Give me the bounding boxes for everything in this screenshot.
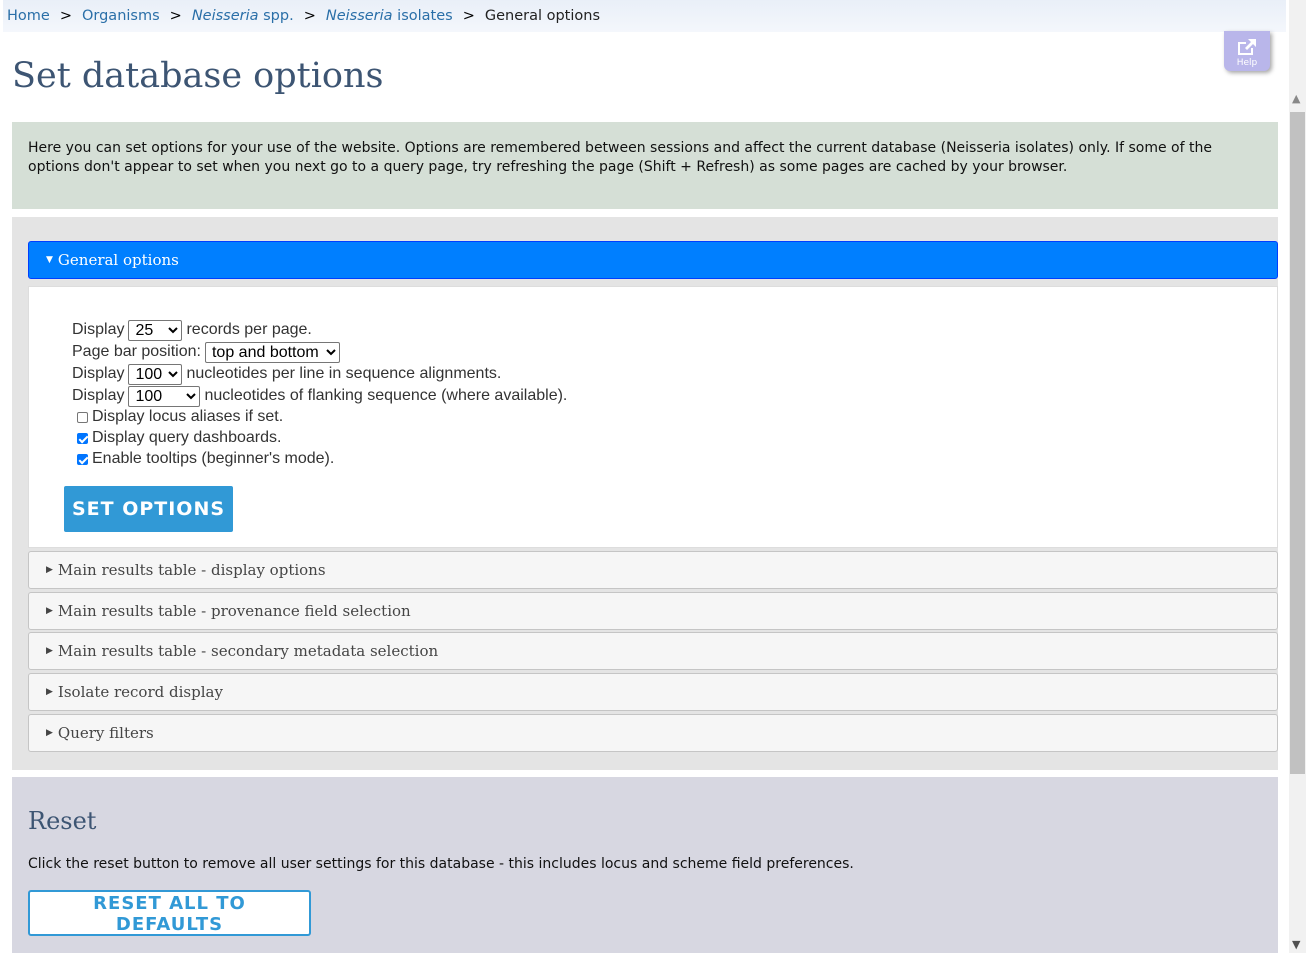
- breadcrumb-organisms-link[interactable]: Organisms: [81, 8, 160, 24]
- caret-down-icon: ▼: [46, 255, 53, 265]
- page-title: Set database options: [12, 56, 384, 96]
- caret-right-icon: ▶: [46, 606, 53, 616]
- breadcrumb-isolates-text: isolates: [392, 8, 453, 24]
- alignment-nucleotides-select[interactable]: [128, 364, 182, 385]
- records-per-page-label: records per page.: [186, 321, 312, 338]
- caret-right-icon: ▶: [46, 565, 53, 575]
- query-dashboards-label: Display query dashboards.: [92, 429, 282, 446]
- accordion-display-options[interactable]: [28, 551, 1278, 589]
- accordion-general-options-label: General options: [57, 251, 179, 269]
- tooltips-checkbox[interactable]: [77, 454, 88, 465]
- help-label: Help: [1236, 58, 1258, 68]
- display-label: Display: [72, 321, 125, 338]
- accordion-label: Isolate record display: [57, 683, 223, 701]
- set-options-button[interactable]: SET OPTIONS: [64, 486, 233, 532]
- page-scrollbar[interactable]: [1289, 0, 1306, 953]
- caret-right-icon: ▶: [46, 728, 53, 738]
- breadcrumb-current: General options: [484, 8, 601, 24]
- accordion-provenance-field-selection[interactable]: [28, 592, 1278, 630]
- scroll-up-arrow-icon[interactable]: ▲: [1292, 92, 1301, 105]
- accordion-label: Main results table - display options: [57, 561, 326, 579]
- general-options-content: [28, 286, 1278, 548]
- display-label: Display: [72, 387, 125, 404]
- breadcrumb-separator: >: [303, 8, 316, 24]
- accordion-label: Main results table - secondary metadata selection: [57, 642, 439, 660]
- reset-panel: [12, 777, 1278, 953]
- display-label: Display: [72, 365, 125, 382]
- options-panel: [12, 217, 1278, 770]
- query-dashboards-row[interactable]: [72, 427, 281, 449]
- intro-text: Here you can set options for your use of the website. Options are remembered between sessions and affect the current database (Neisseria isolates) only. If some of the options don't appear to set when you next go to a query page, try refreshing the page (Shift + Refresh) as some pages are cached by your browser.: [28, 140, 1212, 175]
- scroll-down-arrow-icon[interactable]: ▼: [1292, 938, 1301, 951]
- accordion-label: Main results table - provenance field selection: [57, 602, 411, 620]
- breadcrumb-genus: Neisseria: [191, 8, 259, 24]
- locus-aliases-row[interactable]: [72, 406, 283, 428]
- caret-right-icon: ▶: [46, 687, 53, 697]
- breadcrumb-separator: >: [59, 8, 72, 24]
- reset-description: Click the reset button to remove all user settings for this database - this includes locus and scheme field preferences.: [28, 856, 854, 872]
- reset-all-button[interactable]: RESET ALL TO DEFAULTS: [28, 890, 311, 936]
- locus-aliases-label: Display locus aliases if set.: [92, 408, 284, 425]
- flanking-label: nucleotides of flanking sequence (where available).: [204, 387, 568, 404]
- caret-right-icon: ▶: [46, 646, 53, 656]
- alignment-label: nucleotides per line in sequence alignments.: [186, 365, 502, 382]
- page-bar-row: [72, 341, 344, 363]
- breadcrumb-separator: >: [169, 8, 182, 24]
- tooltips-label: Enable tooltips (beginner's mode).: [92, 450, 335, 467]
- accordion-query-filters[interactable]: [28, 714, 1278, 752]
- help-button[interactable]: [1224, 31, 1270, 71]
- records-per-page-row: [72, 319, 312, 341]
- breadcrumb-home-link[interactable]: Home: [7, 8, 50, 24]
- query-dashboards-checkbox[interactable]: [77, 433, 88, 444]
- alignment-row: [72, 363, 501, 385]
- page-bar-label: Page bar position:: [72, 343, 201, 360]
- reset-title: Reset: [28, 807, 97, 835]
- records-per-page-select[interactable]: [128, 320, 182, 341]
- page-bar-position-select[interactable]: [205, 342, 340, 363]
- intro-box: [12, 122, 1278, 209]
- breadcrumb-spp-text: spp.: [258, 8, 294, 24]
- flanking-select[interactable]: [128, 386, 200, 407]
- external-link-icon: [1236, 37, 1258, 57]
- breadcrumb-genus: Neisseria: [325, 8, 393, 24]
- scrollbar-thumb[interactable]: [1290, 112, 1305, 774]
- accordion-label: Query filters: [57, 724, 154, 742]
- tooltips-row[interactable]: [72, 448, 334, 470]
- accordion-isolate-record-display[interactable]: [28, 673, 1278, 711]
- locus-aliases-checkbox[interactable]: [77, 412, 88, 423]
- accordion-secondary-metadata-selection[interactable]: [28, 632, 1278, 670]
- flanking-row: [72, 385, 567, 407]
- breadcrumb-neisseria-isolates-link[interactable]: [326, 8, 453, 24]
- accordion-general-options[interactable]: [28, 241, 1278, 279]
- breadcrumb: [3, 0, 1286, 32]
- breadcrumb-neisseria-spp-link[interactable]: [192, 8, 294, 24]
- breadcrumb-separator: >: [462, 8, 475, 24]
